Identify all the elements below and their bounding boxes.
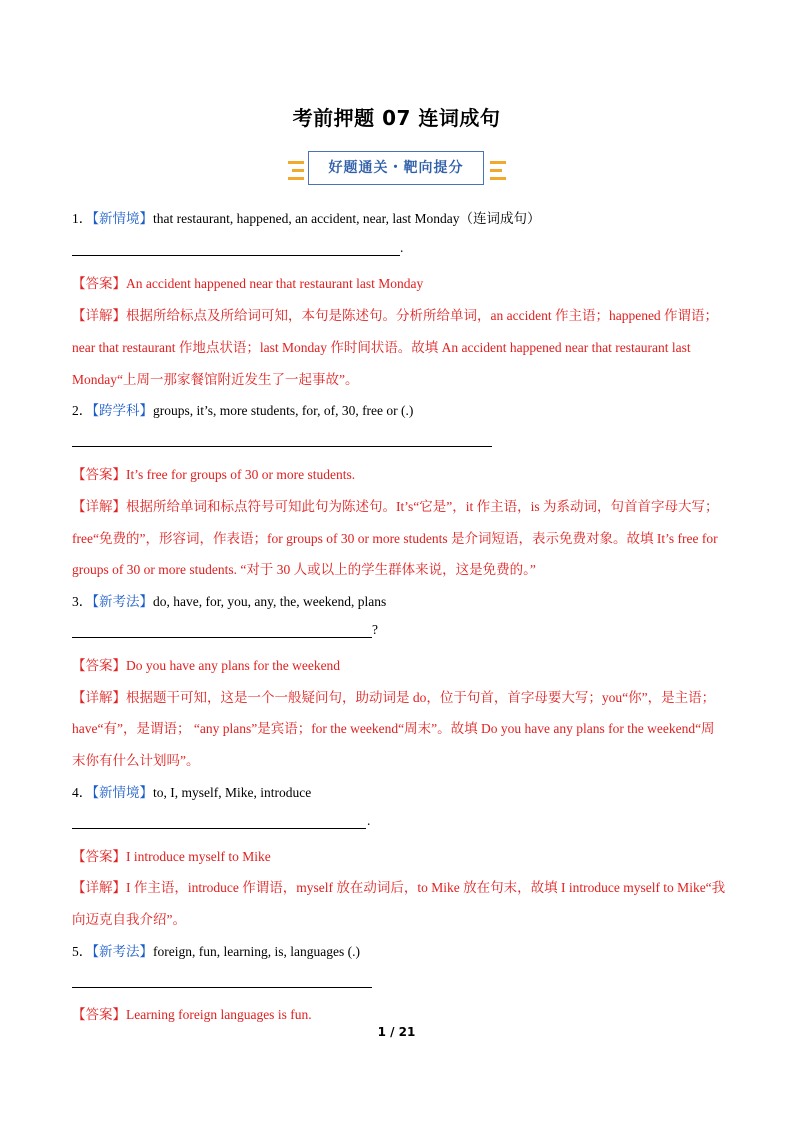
section-banner	[288, 150, 506, 188]
answer-blank-4[interactable]	[72, 828, 366, 829]
answer-4: 【答案】I introduce myself to Mike	[72, 849, 271, 864]
question-tag: 【新情境】	[92, 785, 153, 800]
question-number: 3．	[72, 594, 93, 609]
question-number: 4．	[72, 785, 93, 800]
question-tag: 【新考法】	[92, 944, 153, 959]
detail-2-line-1: 【详解】根据所给单词和标点符号可知此句为陈述句。It’s“它是”，it 作主语，is 为系动词，句首首字母大写；	[72, 499, 719, 514]
question-text: foreign, fun, learning, is, languages (.)	[153, 944, 360, 959]
banner-text: 好题通关・靶向提分	[308, 151, 484, 185]
answer-1: 【答案】An accident happened near that restaurant last Monday	[72, 276, 424, 291]
answer-5: 【答案】Learning foreign languages is fun.	[72, 1007, 312, 1022]
detail-1-line-3: Monday“上周一那家餐馆附近发生了一起事故”。	[72, 372, 359, 387]
blank-end-4: .	[367, 813, 371, 828]
detail-4-line-1: 【详解】I 作主语，introduce 作谓语，myself 放在动词后，to Mike 放在句末，故填 I introduce myself to Mike“我	[72, 880, 726, 895]
answer-blank-2[interactable]	[72, 446, 492, 447]
question-tag: 【跨学科】	[92, 403, 153, 418]
detail-3-line-1: 【详解】根据题干可知，这是一个一般疑问句，助动词是 do，位于句首，首字母要大写；you“你”，是主语；	[72, 690, 716, 705]
answer-2: 【答案】It’s free for groups of 30 or more students.	[72, 467, 356, 482]
blank-end-3: ?	[372, 622, 378, 637]
question-tag: 【新考法】	[92, 594, 153, 609]
detail-3-line-2: have“有”，是谓语； “any plans”是宾语；for the weekend“周末”。故填 Do you have any plans for the weekend“周	[72, 721, 715, 736]
question-3	[72, 590, 386, 610]
question-tag: 【新情境】	[92, 211, 153, 226]
detail-2-line-3: groups of 30 or more students. “对于 30 人或以上的学生群体来说，这是免费的。”	[72, 562, 536, 577]
banner-decor-left-icon	[288, 161, 304, 185]
question-text: do, have, for, you, any, the, weekend, plans	[153, 594, 387, 609]
detail-3-line-3: 末你有什么计划吗”。	[72, 753, 200, 768]
question-number: 1．	[72, 211, 93, 226]
question-text: that restaurant, happened, an accident, near, last Monday（连词成句）	[153, 211, 541, 226]
banner-decor-right-icon	[490, 161, 506, 185]
question-4	[72, 781, 311, 801]
detail-2-line-2: free“免费的”，形容词，作表语；for groups of 30 or more students 是介词短语，表示免费对象。故填 It’s free for	[72, 531, 718, 546]
answer-blank-3[interactable]	[72, 637, 372, 638]
page-title: 考前押题 07 连词成句	[292, 106, 501, 130]
answer-blank-1[interactable]	[72, 255, 400, 256]
question-1	[72, 207, 540, 227]
question-5	[72, 940, 360, 960]
detail-1-line-1: 【详解】根据所给标点及所给词可知，本句是陈述句。分析所给单词，an accident 作主语；happened 作谓语；	[72, 308, 719, 323]
answer-blank-5[interactable]	[72, 987, 372, 988]
blank-end-1: .	[400, 240, 404, 255]
detail-1-line-2: near that restaurant 作地点状语；last Monday 作时间状语。故填 An accident happened near that restaurant last	[72, 340, 691, 355]
question-number: 5．	[72, 944, 93, 959]
question-number: 2．	[72, 403, 93, 418]
question-text: to, I, myself, Mike, introduce	[153, 785, 312, 800]
answer-3: 【答案】Do you have any plans for the weekend	[72, 658, 341, 673]
page-number: 1 / 21	[377, 1025, 416, 1039]
detail-4-line-2: 向迈克自我介绍”。	[72, 912, 186, 927]
question-2	[72, 399, 413, 419]
question-text: groups, it’s, more students, for, of, 30, free or (.)	[153, 403, 414, 418]
